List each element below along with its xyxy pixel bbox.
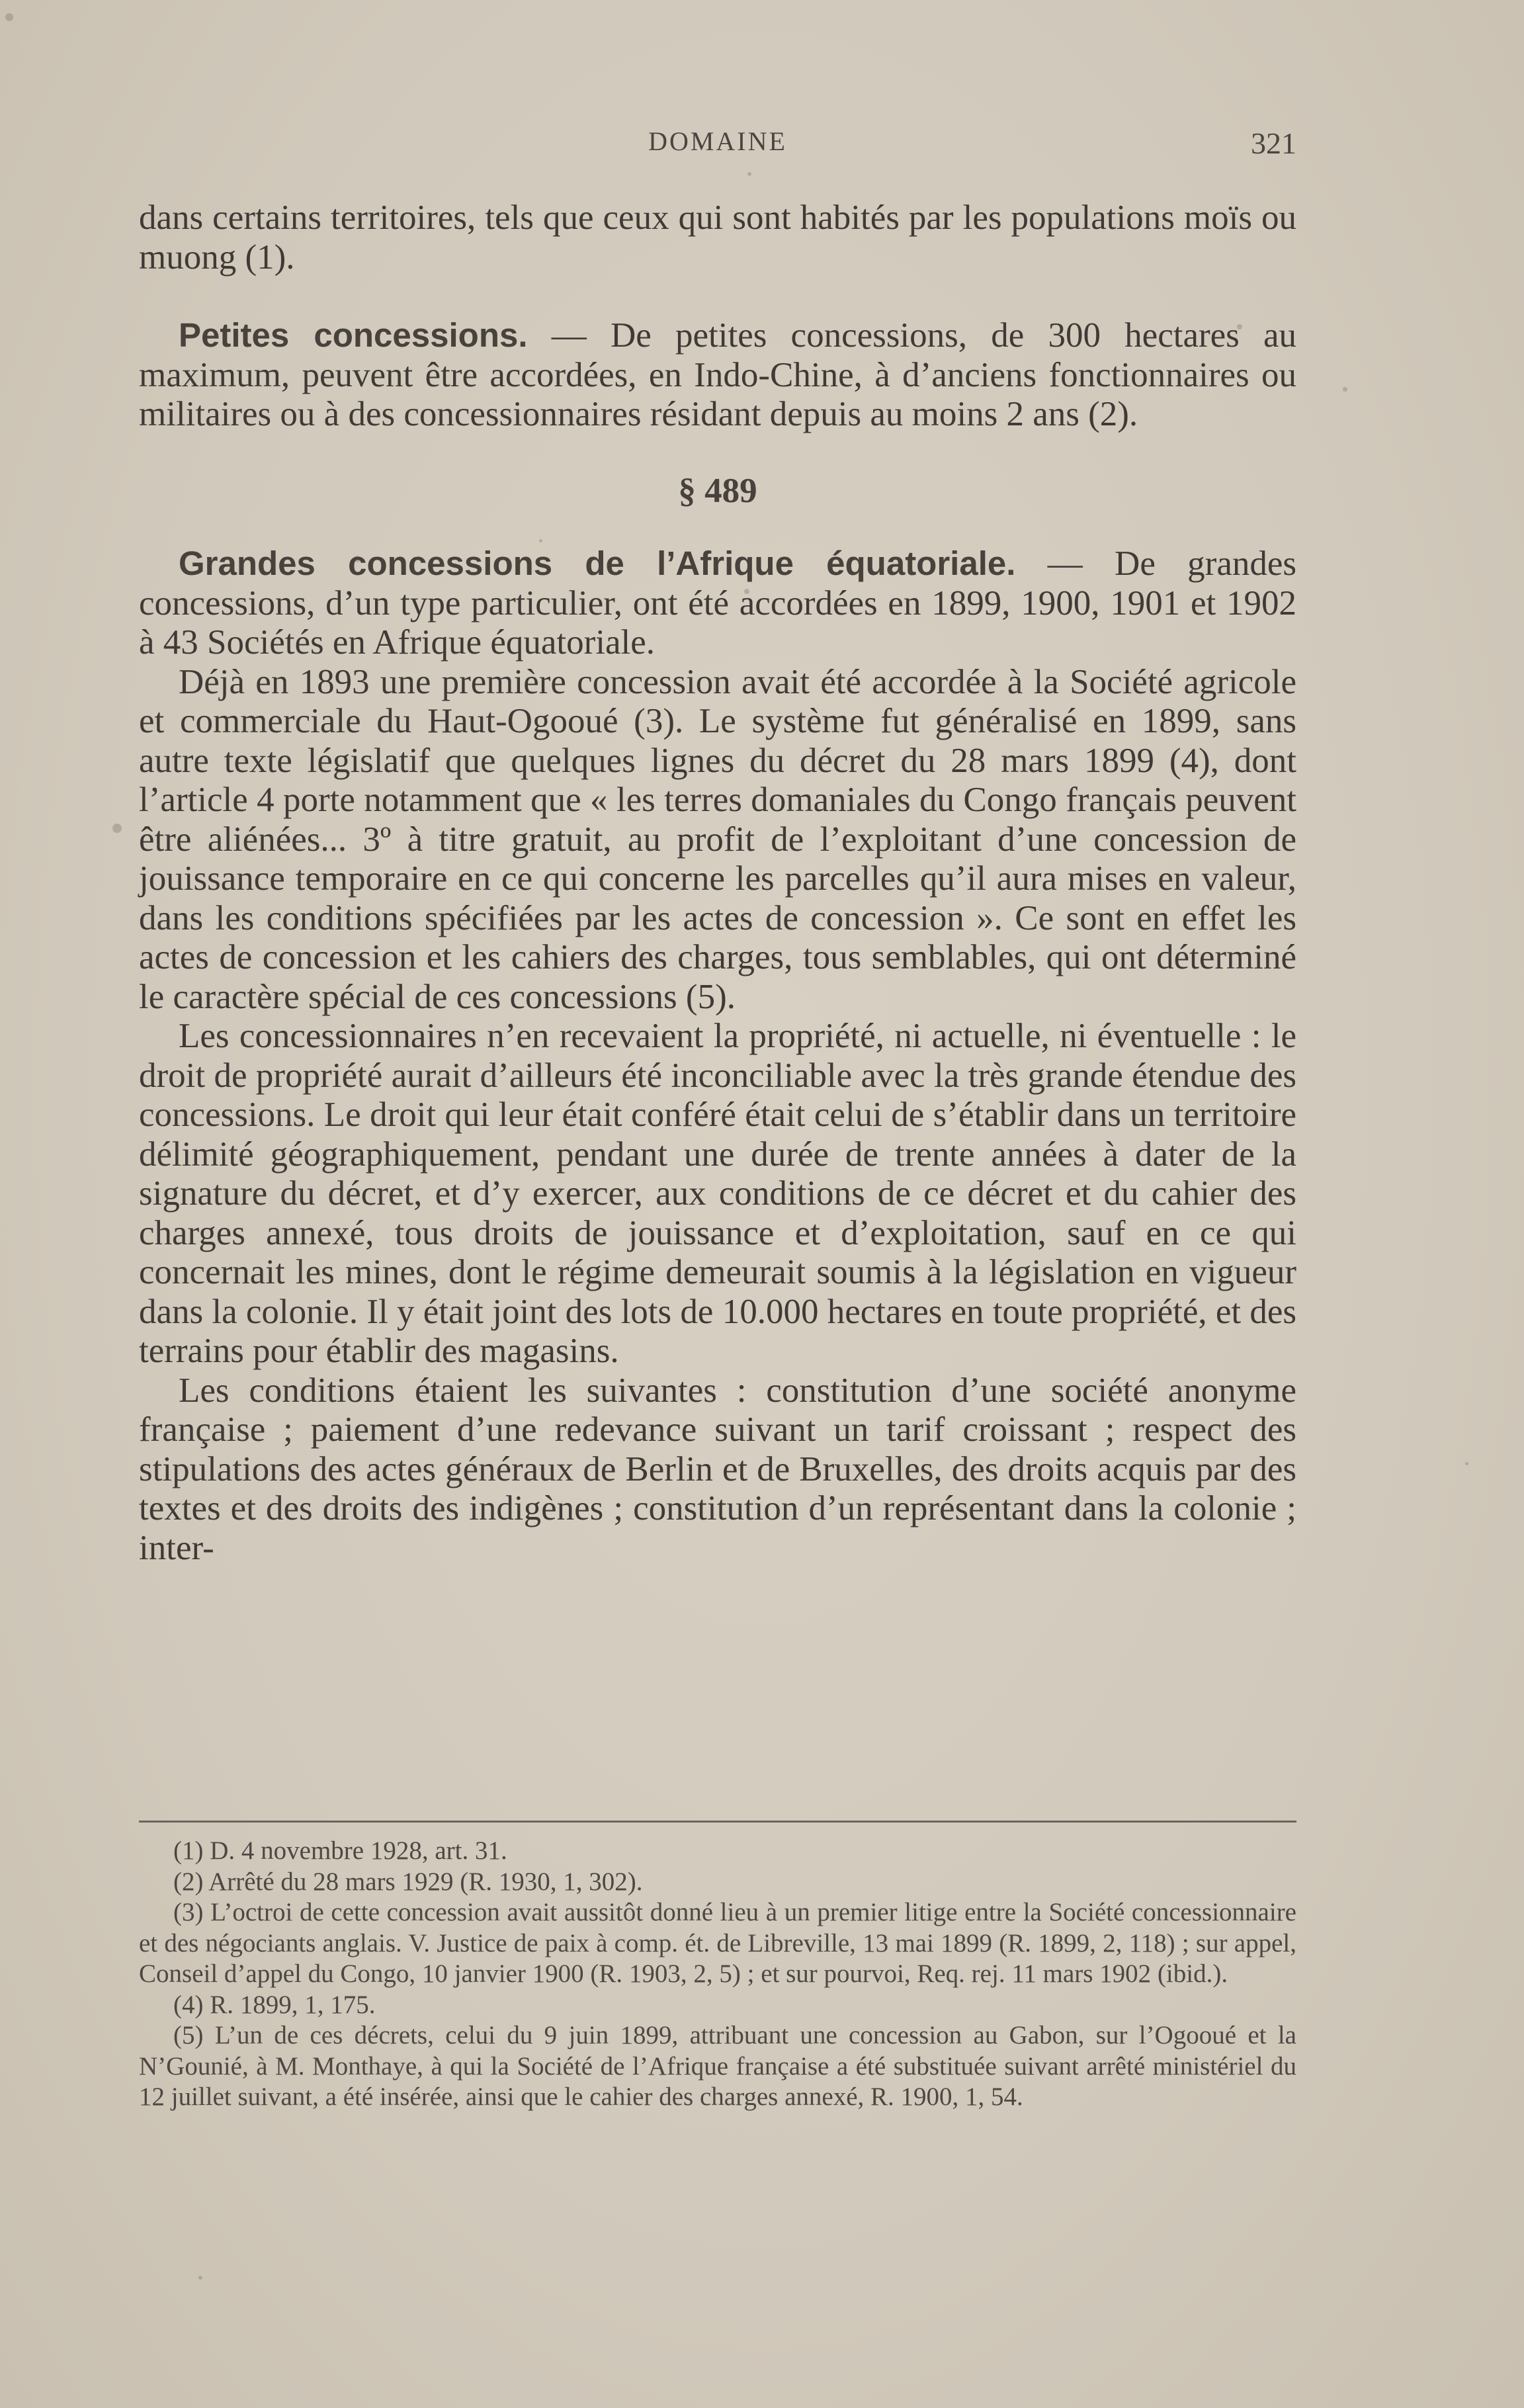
running-head <box>139 126 1296 172</box>
paragraph: Déjà en 1893 une première concession avait été accordée à la Société agricole et commerciale du Haut-Ogooué (3). Le système fut généralisé en 1899, sans autre texte législatif que quelques lignes du décret du 28 mars 1899 (4), dont l’article 4 porte notamment que « les terres domaniales du Congo français peuvent être aliénées... 3º à titre gratuit, au profit de l’exploitant d’une concession de jouissance temporaire en ce qui concerne les parcelles qu’il aura mises en valeur, dans les conditions spécifiées par les actes de concession ». Ce sont en effet les actes de concession et les cahiers des charges, tous semblables, qui ont déterminé le caractère spécial de ces concessions (5). <box>139 662 1296 1016</box>
footnotes <box>139 1836 1296 2113</box>
paragraph-lead: Petites concessions. <box>179 316 528 354</box>
footnote-rule <box>139 1821 1296 1823</box>
footnote: (3) L’octroi de cette concession avait aussitôt donné lieu à un premier litige entre la Société concessionnaire et des négociants anglais. V. Justice de paix à comp. ét. de Libreville, 13 mai 1899 (R. 1899, 2, 118) ; sur appel, Conseil d’appel du Congo, 10 janvier 1900 (R. 1903, 2, 5) ; et sur pourvoi, Req. rej. 11 mars 1902 (ibid.). <box>139 1898 1296 1988</box>
paragraph-petites-concessions <box>139 316 1296 435</box>
footnote: (5) L’un de ces décrets, celui du 9 juin 1899, attribuant une concession au Gabon, sur l’Ogooué et la N’Gounié, à M. Monthaye, à qui la Société de l’Afrique française a été substituée suivant arrêté ministériel du 12 juillet suivant, a été insérée, ainsi que le cahier des charges annexé, R. 1900, 1, 54. <box>139 2021 1296 2111</box>
footnote: (4) R. 1899, 1, 175. <box>173 1990 376 2019</box>
paragraph-lead: Grandes concessions de l’Afrique équatoriale. <box>179 544 1016 582</box>
paragraph: Les conditions étaient les suivantes : constitution d’une société anonyme française ; paiement d’une redevance suivant un tarif croissant ; respect des stipulations des actes généraux de Berlin et de Bruxelles, des droits acquis par des textes et des droits des indigènes ; constitution d’un représentant dans la colonie ; inter- <box>139 1371 1296 1567</box>
paragraph-grandes-concessions <box>139 544 1296 663</box>
paragraph-continuation: dans certains territoires, tels que ceux qui sont habités par les populations moïs ou muong (1). <box>139 198 1296 277</box>
body-text <box>139 198 1296 1568</box>
section-heading: § 489 <box>678 471 757 510</box>
footnote: (1) D. 4 novembre 1928, art. 31. <box>173 1836 507 1865</box>
paragraph-text: — De petites concessions, de 300 hectares au maximum, peuvent être accordées, en Indo-Chine, à d’anciens fonctionnaires ou militaires ou à des concessionnaires résidant depuis au moins 2 ans (2). <box>139 316 1297 433</box>
running-title: DOMAINE <box>648 126 787 156</box>
footnote: (2) Arrêté du 28 mars 1929 (R. 1930, 1, 302). <box>173 1867 643 1896</box>
paragraph: Les concessionnaires n’en recevaient la propriété, ni actuelle, ni éventuelle : le droit de propriété aurait d’ailleurs été inconciliable avec la très grande étendue des concessions. Le droit qui leur était conféré était celui de s’établir dans un territoire délimité géographiquement, pendant une durée de trente années à dater de la signature du décret, et d’y exercer, aux conditions de ce décret et du cahier des charges annexé, tous droits de jouissance et d’exploitation, sauf en ce qui concernait les mines, dont le régime demeurait soumis à la législation en vigueur dans la colonie. Il y était joint des lots de 10.000 hectares en toute propriété, et des terrains pour établir des magasins. <box>139 1017 1296 1370</box>
paragraph-text: — De grandes concessions, d’un type particulier, ont été accordées en 1899, 1900, 1901 et 1902 à 43 Sociétés en Afrique équatoriale. <box>139 544 1296 662</box>
page-number: 321 <box>1251 126 1296 160</box>
